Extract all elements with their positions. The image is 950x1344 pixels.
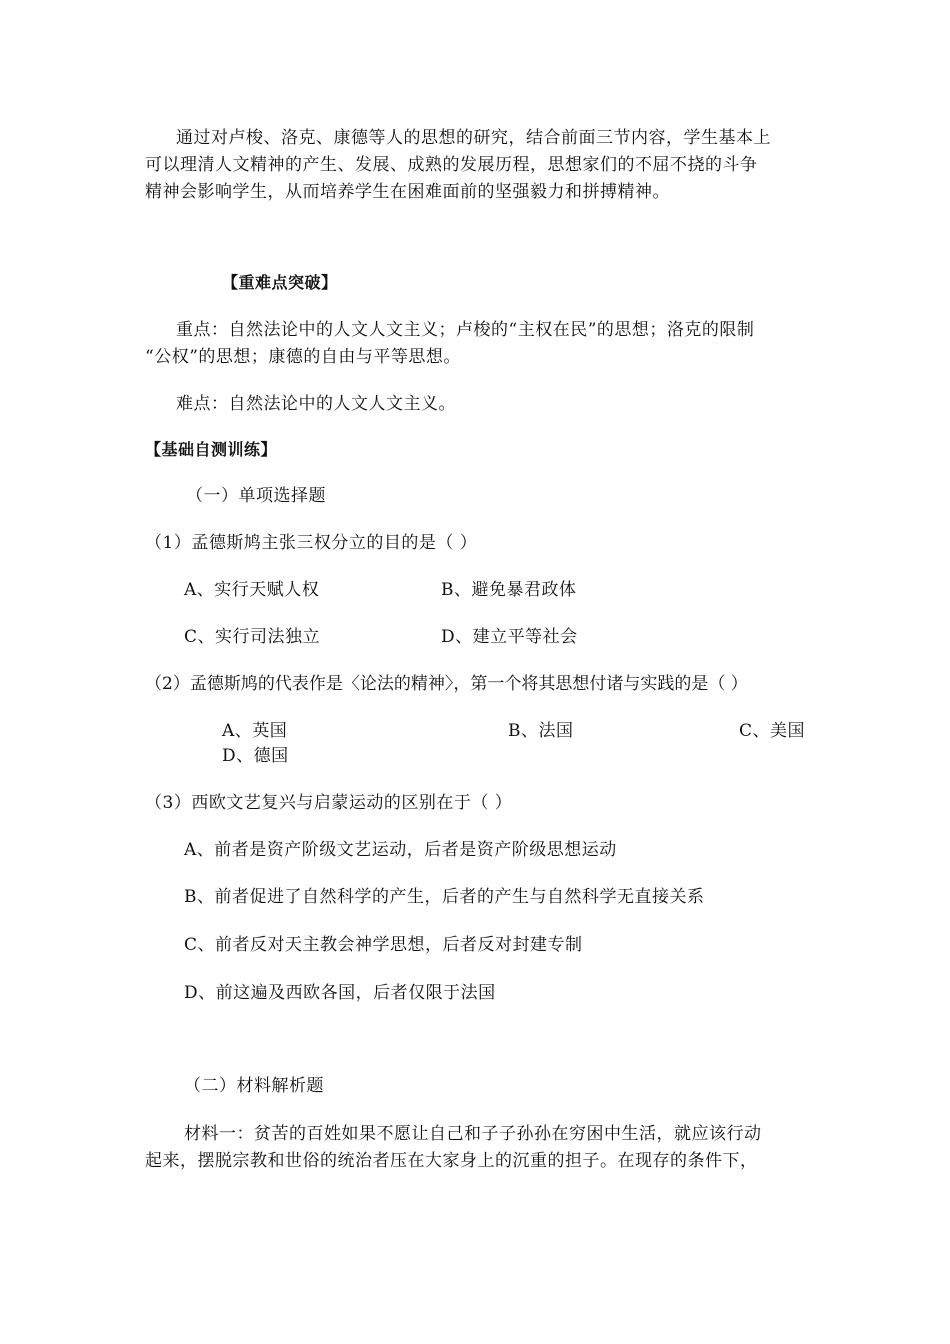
question-1-stem: （1）孟德斯鸠主张三权分立的目的是（ ） <box>145 533 478 553</box>
question-2-stem: （2）孟德斯鸠的代表作是〈论法的精神〉，第一个将其思想付诸与实践的是（ ） <box>145 674 748 694</box>
question-1-option: D、建立平等社会 <box>441 627 578 647</box>
question-1-option: A、实行天赋人权 <box>184 580 320 600</box>
intro-line: 可以理清人文精神的产生、发展、成熟的发展历程，思想家们的不屈不挠的斗争 <box>145 155 758 175</box>
section1-title: （一）单项选择题 <box>186 486 326 506</box>
question-2-option: B、法国 <box>508 721 574 741</box>
question-2-option: C、美国 <box>739 721 806 741</box>
question-2-option: A、英国 <box>222 721 288 741</box>
question-3-option: B、前者促进了自然科学的产生，后者的产生与自然科学无直接关系 <box>184 887 705 907</box>
key-points-heading: 【重难点突破】 <box>222 273 338 292</box>
question-3-option: D、前这遍及西欧各国，后者仅限于法国 <box>184 983 496 1003</box>
question-3-option: C、前者反对天主教会神学思想，后者反对封建专制 <box>184 935 583 955</box>
training-heading: 【基础自测训练】 <box>145 440 278 459</box>
material-line: 材料一：贫苦的百姓如果不愿让自己和子子孙孙在穷困中生活，就应该行动 <box>184 1124 762 1144</box>
section2-title: （二）材料解析题 <box>184 1076 324 1096</box>
question-1-option: C、实行司法独立 <box>184 627 321 647</box>
question-3-stem: （3）西欧文艺复兴与启蒙运动的区别在于（ ） <box>145 793 513 813</box>
difficulty-line: 难点：自然法论中的人文人文主义。 <box>176 394 456 414</box>
question-1-option: B、避免暴君政体 <box>441 580 577 600</box>
focus-line: 重点：自然法论中的人文人文主义；卢梭的“主权在民”的思想；洛克的限制 <box>176 320 755 340</box>
material-line: 起来，摆脱宗教和世俗的统治者压在大家身上的沉重的担子。在现存的条件下， <box>145 1151 758 1171</box>
question-3-option: A、前者是资产阶级文艺运动，后者是资产阶级思想运动 <box>184 840 617 860</box>
intro-line: 精神会影响学生，从而培养学生在困难面前的坚强毅力和拼搏精神。 <box>145 182 670 202</box>
question-2-option: D、德国 <box>222 746 289 766</box>
focus-line: “公权”的思想；康德的自由与平等思想。 <box>145 347 461 367</box>
intro-line: 通过对卢梭、洛克、康德等人的思想的研究，结合前面三节内容，学生基本上 <box>176 128 771 148</box>
